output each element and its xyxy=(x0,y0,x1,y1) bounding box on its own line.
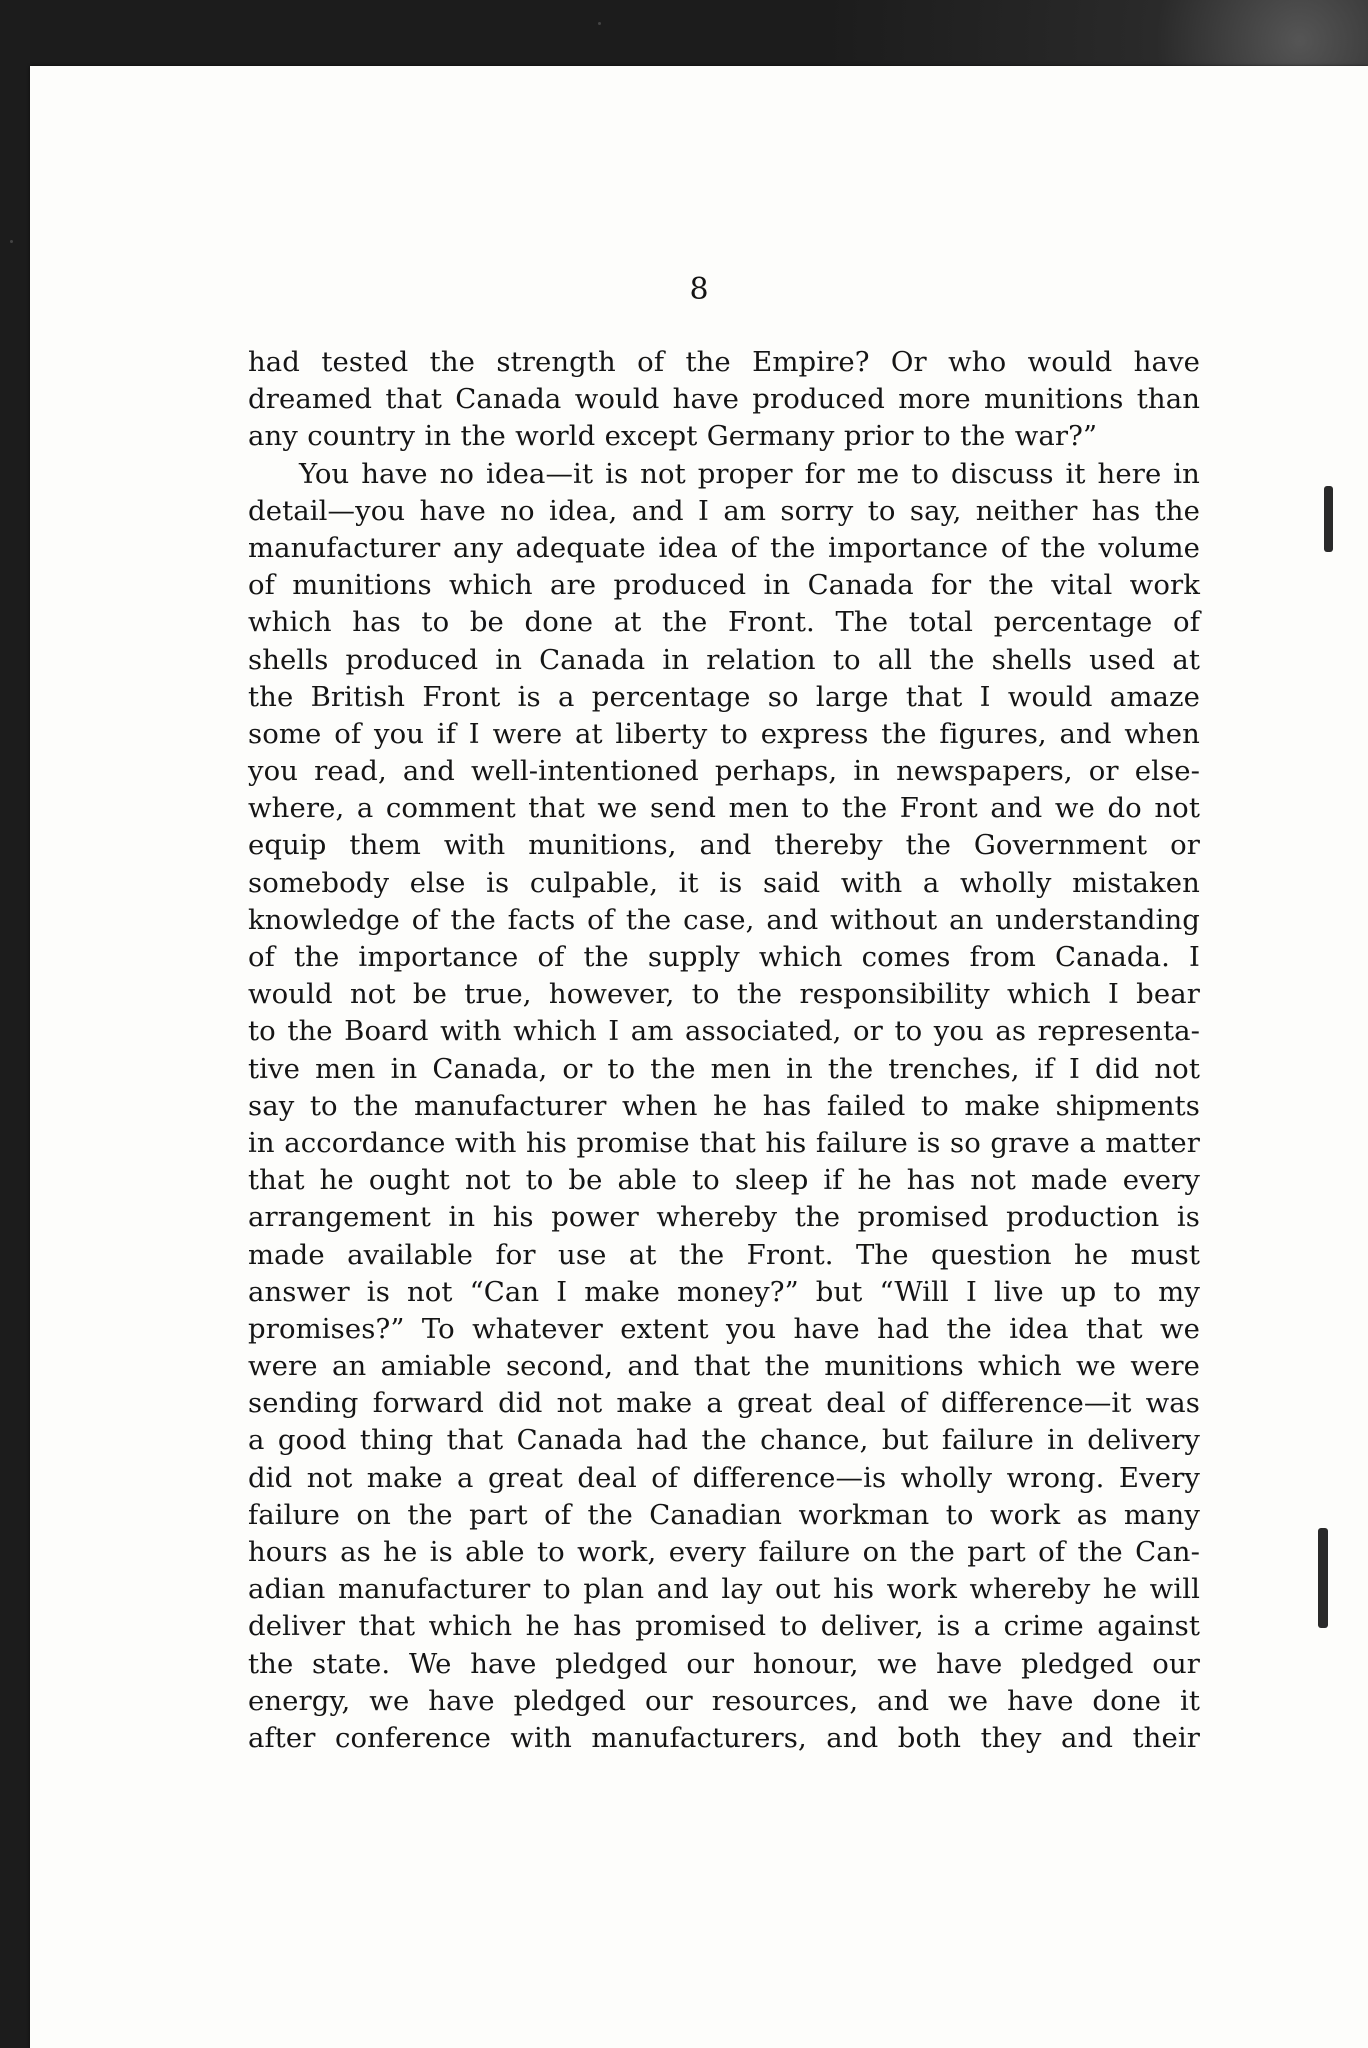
text-line: made available for use at the Front. The question he must xyxy=(248,1238,1200,1271)
text-line: deliver that which he has promised to deliver, is a crime against xyxy=(248,1610,1200,1643)
text-line: where, a comment that we send men to the Front and we do not xyxy=(248,792,1200,825)
text-line: somebody else is culpable, it is said with a wholly mistaken xyxy=(248,866,1200,899)
text-line: tive men in Canada, or to the men in the trenches, if I did not xyxy=(248,1052,1200,1085)
text-line: some of you if I were at liberty to express the figures, and when xyxy=(248,717,1200,750)
text-line: knowledge of the facts of the case, and without an understanding xyxy=(248,903,1200,936)
page-sheet xyxy=(30,66,1368,2048)
body-text xyxy=(248,344,1200,1757)
page-number: 8 xyxy=(689,272,709,307)
text-line: manufacturer any adequate idea of the importance of the volume xyxy=(248,531,1200,564)
text-line: You have no idea—it is not proper for me to discuss it here in xyxy=(299,457,1200,490)
text-line: answer is not “Can I make money?” but “Will I live up to my xyxy=(248,1275,1200,1308)
text-line: detail—you have no idea, and I am sorry to say, neither has the xyxy=(248,494,1200,527)
scan-speck xyxy=(10,240,13,243)
scan-speck xyxy=(598,22,601,25)
text-line: adian manufacturer to plan and lay out his work whereby he will xyxy=(248,1573,1200,1606)
text-line: promises?” To whatever extent you have had the idea that we xyxy=(248,1312,1200,1345)
text-line: shells produced in Canada in relation to all the shells used at xyxy=(248,643,1200,676)
text-line: arrangement in his power whereby the promised production is xyxy=(248,1201,1200,1234)
text-line: that he ought not to be able to sleep if he has not made every xyxy=(248,1164,1200,1197)
text-line: a good thing that Canada had the chance, but failure in delivery xyxy=(248,1424,1200,1457)
text-line: the British Front is a percentage so large that I would amaze xyxy=(248,680,1200,713)
margin-mark-lower xyxy=(1318,1528,1328,1628)
text-line: in accordance with his promise that his failure is so grave a matter xyxy=(248,1126,1200,1159)
text-line: any country in the world except Germany prior to the war?” xyxy=(248,420,1098,453)
text-line: which has to be done at the Front. The total percentage of xyxy=(248,606,1200,639)
text-line: dreamed that Canada would have produced more munitions than xyxy=(248,383,1200,416)
margin-mark-upper xyxy=(1324,486,1333,552)
text-line: the state. We have pledged our honour, we have pledged our xyxy=(248,1647,1200,1680)
text-line: equip them with munitions, and thereby the Government or xyxy=(248,829,1200,862)
text-line: had tested the strength of the Empire? Or who would have xyxy=(248,346,1200,378)
text-line: sending forward did not make a great deal of difference—it was xyxy=(248,1387,1200,1420)
text-line: of munitions which are produced in Canada for the vital work xyxy=(248,569,1200,602)
text-line: failure on the part of the Canadian workman to work as many xyxy=(248,1498,1200,1531)
text-line: after conference with manufacturers, and both they and their xyxy=(248,1721,1200,1754)
text-line: say to the manufacturer when he has failed to make shipments xyxy=(248,1089,1200,1122)
text-line: energy, we have pledged our resources, and we have done it xyxy=(248,1684,1200,1717)
text-line: did not make a great deal of difference—is wholly wrong. Every xyxy=(248,1461,1200,1494)
text-line: would not be true, however, to the responsibility which I bear xyxy=(248,978,1200,1011)
text-line: were an amiable second, and that the munitions which we were xyxy=(248,1350,1200,1383)
text-line: you read, and well-intentioned perhaps, in newspapers, or else- xyxy=(248,755,1200,788)
text-line: of the importance of the supply which comes from Canada. I xyxy=(248,941,1200,973)
text-line: hours as he is able to work, every failure on the part of the Can- xyxy=(248,1536,1200,1568)
text-line: to the Board with which I am associated, or to you as representa- xyxy=(248,1015,1200,1048)
